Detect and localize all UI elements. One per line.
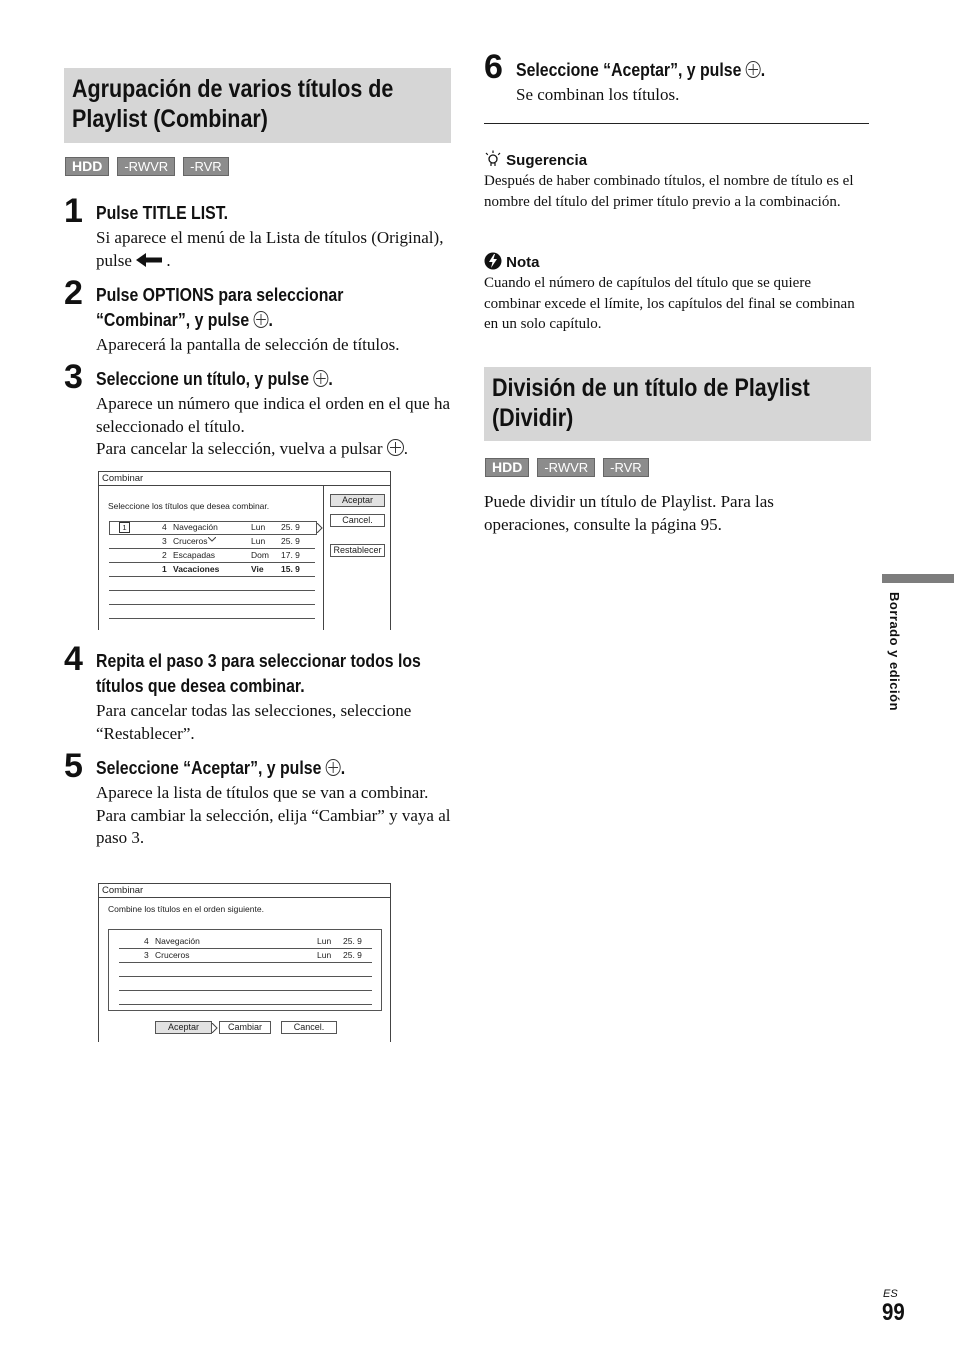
- side-section-label: Borrado y edición: [887, 592, 902, 712]
- step-title: Pulse OPTIONS para seleccionar “Combinar”, y pulse .: [96, 285, 344, 330]
- step-text: Aparece la lista de títulos que se van a combinar. Para cambiar la selección, elija “Cambiar” y vaya al paso 3.: [96, 783, 451, 847]
- table-row: 4 Navegación Lun 25. 9: [119, 935, 372, 949]
- row-pointer-icon: [317, 523, 323, 535]
- step-title: Seleccione “Aceptar”, y pulse .: [96, 758, 346, 778]
- step-number: 3: [64, 358, 83, 396]
- table-row[interactable]: 1 4 Navegación Lun 25. 9: [109, 521, 315, 534]
- empty-row: [119, 963, 372, 977]
- section-title-dividir: [484, 367, 871, 441]
- divider-line: [484, 123, 869, 124]
- cancel-button[interactable]: Cancel.: [330, 514, 385, 527]
- step-number: 5: [64, 747, 83, 785]
- tip-heading: Sugerencia: [484, 150, 587, 170]
- empty-row: [119, 977, 372, 991]
- tip-text: Después de haber combinado títulos, el nombre de título es el nombre del título del primer título previo a la combinación.: [484, 173, 854, 210]
- table-row[interactable]: 2 Escapadas Dom 17. 9: [109, 549, 315, 563]
- language-code: ES: [883, 1288, 898, 1300]
- combine-selection-screen: [98, 471, 391, 630]
- hdd-badge: HDD: [65, 157, 109, 176]
- rvr-badge: -RVR: [603, 458, 649, 477]
- lightbulb-icon: [484, 152, 506, 169]
- section-heading: División de un título de Playlist (Dividir): [492, 374, 810, 432]
- rwvr-badge: -RWVR: [537, 458, 595, 477]
- selection-order: 1: [119, 522, 130, 533]
- step-number: 6: [484, 48, 503, 86]
- aceptar-button[interactable]: Aceptar: [330, 494, 385, 507]
- enter-button-icon: [254, 311, 269, 328]
- enter-button-icon: [326, 759, 341, 776]
- screen-header: Combinar: [99, 884, 390, 898]
- rwvr-badge: -RWVR: [117, 157, 175, 176]
- screen-instruction: Seleccione los títulos que desea combinar.: [108, 501, 270, 511]
- empty-row: [109, 577, 315, 591]
- media-badges: [485, 458, 649, 477]
- cambiar-button[interactable]: Cambiar: [219, 1021, 271, 1034]
- section-text: Puede dividir un título de Playlist. Para las operaciones, consulte la página 95.: [484, 492, 774, 534]
- page-number: 99: [882, 1299, 905, 1326]
- return-arrow-icon: [136, 251, 166, 270]
- empty-row: [109, 591, 315, 605]
- table-row: 3 Cruceros Lun 25. 9: [119, 949, 372, 963]
- step-text: Aparece un número que indica el orden en el que ha seleccionado el título. Para cancelar la selección, vuelva a pulsar .: [96, 394, 451, 458]
- side-tab-marker: [882, 574, 954, 583]
- combine-confirm-screen: [98, 883, 391, 1042]
- media-badges: [65, 157, 229, 176]
- enter-button-icon: [746, 61, 761, 78]
- note-text: Cuando el número de capítulos del título que se quiere combinar excede el límite, los capítulos del final se combinan en un solo capítulo.: [484, 275, 855, 332]
- hdd-badge: HDD: [485, 458, 529, 477]
- section-title-combinar: [64, 68, 451, 143]
- empty-row: [119, 991, 372, 1005]
- note-heading: Nota: [484, 252, 540, 272]
- step-text: Se combinan los títulos.: [516, 85, 680, 104]
- empty-row: [109, 605, 315, 619]
- rvr-badge: -RVR: [183, 157, 229, 176]
- step-text: Si aparece el menú de la Lista de títulos (Original), pulse .: [96, 228, 444, 270]
- enter-button-icon: [387, 439, 404, 456]
- step-number: 2: [64, 274, 83, 312]
- table-row[interactable]: 3 Cruceros Lun 25. 9: [109, 535, 315, 549]
- table-row[interactable]: 1 Vacaciones Vie 15. 9: [109, 563, 315, 577]
- section-heading: Agrupación de varios títulos de Playlist (Combinar): [72, 75, 394, 133]
- button-pointer-icon: [212, 1023, 218, 1035]
- step-title: Pulse TITLE LIST.: [96, 203, 229, 223]
- step-title: Seleccione “Aceptar”, y pulse .: [516, 60, 766, 80]
- enter-button-icon: [313, 370, 328, 387]
- step-title: Seleccione un título, y pulse .: [96, 369, 333, 389]
- step-number: 4: [64, 640, 83, 678]
- step-title: Repita el paso 3 para seleccionar todos los títulos que desea combinar.: [96, 651, 421, 696]
- step-text: Aparecerá la pantalla de selección de títulos.: [96, 335, 400, 354]
- note-icon: [484, 254, 506, 271]
- step-text: Para cancelar todas las selecciones, seleccione “Restablecer”.: [96, 701, 412, 743]
- cancel-button[interactable]: Cancel.: [281, 1021, 337, 1034]
- step-number: 1: [64, 192, 83, 230]
- screen-header: Combinar: [99, 472, 390, 486]
- aceptar-button[interactable]: Aceptar: [155, 1021, 212, 1034]
- screen-instruction: Combine los títulos en el orden siguiente.: [108, 904, 264, 914]
- restablecer-button[interactable]: Restablecer: [330, 544, 385, 557]
- screen-divider: [323, 486, 324, 630]
